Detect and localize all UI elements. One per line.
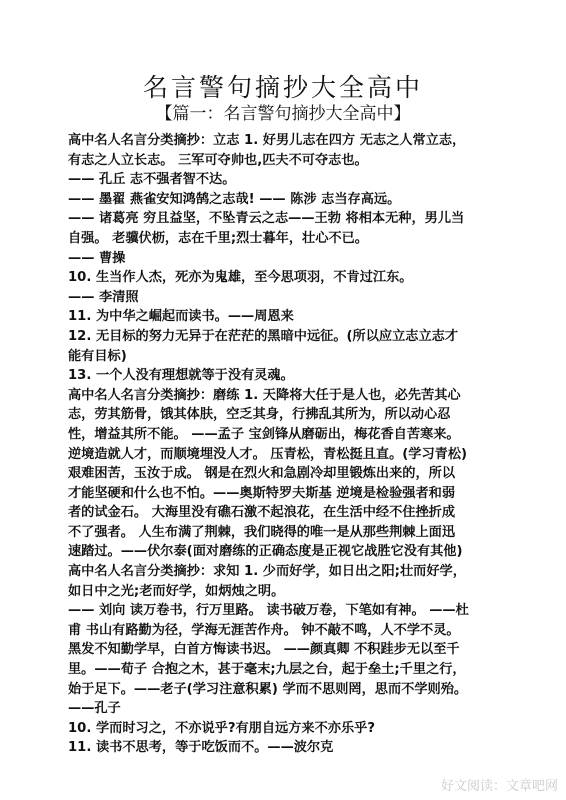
text-line: —— 诸葛亮 穷且益坚，不坠青云之志——王勃 将相本无种，男儿当 bbox=[68, 211, 465, 227]
text-line: 才能坚硬和什么也不怕。——奥斯特罗夫斯基 逆境是检验强者和弱 bbox=[68, 485, 456, 501]
text-line: 始于足下。——老子(学习注意积累) 学而不思则罔，思而不学则殆。 bbox=[68, 681, 468, 697]
document-subtitle: 【篇一：名言警句摘抄大全高中】 bbox=[155, 104, 411, 124]
text-line: 速踏过。——伏尔泰(面对磨练的正确态度是正视它战胜它没有其他) bbox=[68, 544, 463, 560]
text-line: 志，劳其筋骨，饿其体肤，空乏其身，行拂乱其所为，所以动心忍 bbox=[68, 407, 451, 423]
text-line: 里。——荀子 合抱之木，甚于毫末;九层之台，起于垒土;千里之行， bbox=[68, 662, 466, 678]
document-body bbox=[68, 131, 502, 758]
text-line: 高中名人名言分类摘抄：磨练 1. 天降将大任于是人也，必先苦其心 bbox=[68, 387, 461, 403]
text-line: 黑发不知勤学早，白首方悔读书迟。 ——颜真卿 不积跬步无以至千 bbox=[68, 642, 460, 658]
text-line: 能有目标) bbox=[68, 348, 127, 364]
text-line: 甫 书山有路勤为径，学海无涯苦作舟。 钟不敲不鸣，人不学不灵。 bbox=[68, 622, 460, 638]
text-line: —— 刘向 读万卷书，行万里路。 读书破万卷，下笔如有神。 ——杜 bbox=[68, 603, 469, 619]
text-line: 11. 为中华之崛起而读书。——周恩来 bbox=[68, 309, 294, 325]
text-line: ——孔子 bbox=[68, 701, 121, 717]
text-line: —— 墨翟 燕雀安知鸿鹄之志哉! —— 陈涉 志当存高远。 bbox=[68, 191, 401, 207]
text-line: 自强。 老骥伏枥，志在千里;烈士暮年，壮心不已。 bbox=[68, 230, 368, 246]
text-line: —— 孔丘 志不强者智不达。 bbox=[68, 172, 236, 188]
text-line: 10. 学而时习之，不亦说乎?有朋自远方来不亦乐乎? bbox=[68, 720, 376, 736]
text-line: 10. 生当作人杰，死亦为鬼雄，至今思项羽，不肯过江东。 bbox=[68, 270, 413, 286]
watermark-text: 好文阅读：文章吧网 bbox=[440, 779, 558, 794]
text-line: 高中名人名言分类摘抄：求知 1. 少而好学，如日出之阳;壮而好学， bbox=[68, 564, 466, 580]
text-line: 性，增益其所不能。 ——孟子 宝剑锋从磨砺出，梅花香自苦寒来。 bbox=[68, 426, 460, 442]
text-line: 者的试金石。 大海里没有礁石激不起浪花，在生活中经不住挫折成 bbox=[68, 505, 456, 521]
document-title: 名言警句摘抄大全高中 bbox=[142, 73, 423, 102]
text-line: 逆境造就人才，而顺境埋没人才。 压青松，青松挺且直。(学习青松) bbox=[68, 446, 468, 462]
text-line: 12. 无目标的努力无异于在茫茫的黑暗中远征。(所以应立志立志才 bbox=[68, 328, 459, 344]
text-line: —— 李清照 bbox=[68, 289, 139, 305]
text-line: 有志之人立长志。 三军可夺帅也,匹夫不可夺志也。 bbox=[68, 152, 368, 168]
text-line: 如日中之光;老而好学，如炳烛之明。 bbox=[68, 583, 285, 599]
text-line: 艰难困苦，玉汝于成。 钢是在烈火和急剧冷却里锻炼出来的，所以 bbox=[68, 466, 456, 482]
text-line: 高中名人名言分类摘抄：立志 1. 好男儿志在四方 无志之人常立志， bbox=[68, 133, 466, 148]
text-line: —— 曹操 bbox=[68, 250, 126, 266]
text-line: 13. 一个人没有理想就等于没有灵魂。 bbox=[68, 368, 294, 384]
text-line: 11. 读书不思考，等于吃饭而不。——波尔克 bbox=[68, 740, 334, 756]
text-line: 不了强者。 人生布满了荆棘，我们晓得的唯一是从那些荆棘上面迅 bbox=[68, 524, 456, 540]
